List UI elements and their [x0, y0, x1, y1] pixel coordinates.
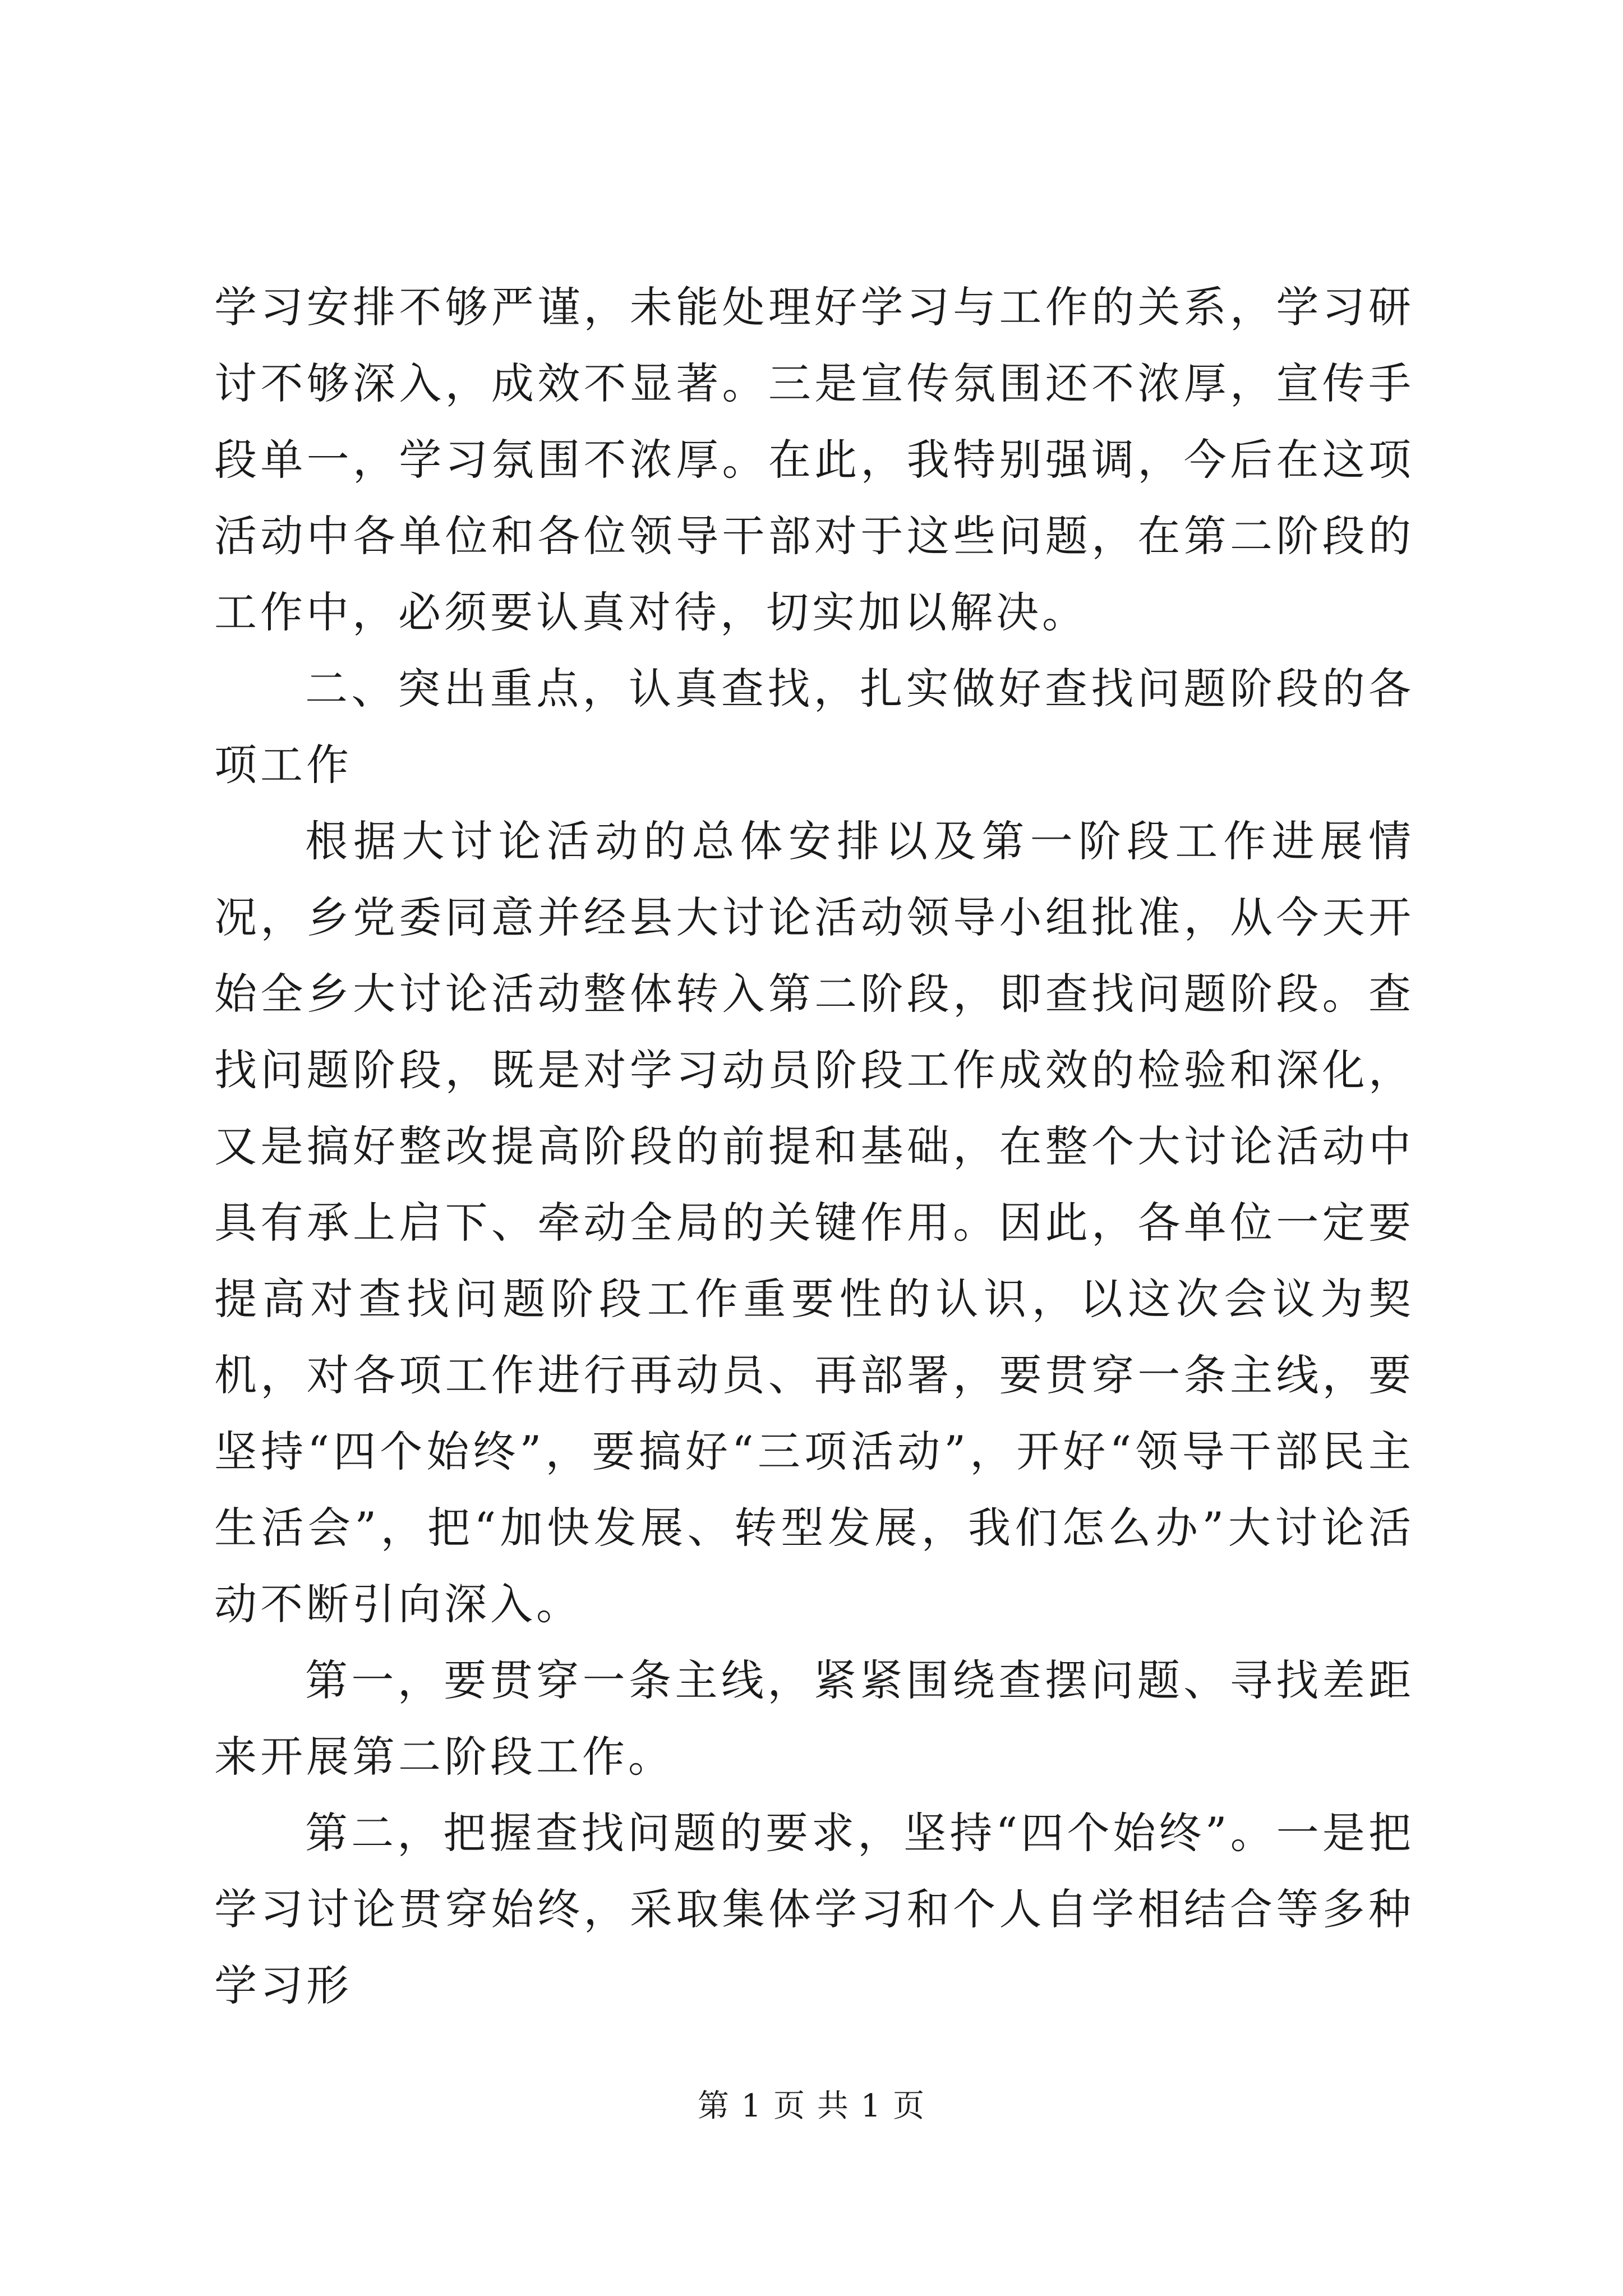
page-footer: 第 1 页 共 1 页: [697, 2088, 926, 2124]
section-heading-2: 二、突出重点，认真查找，扎实做好查找问题阶段的各项工作: [214, 664, 1414, 790]
document-body: [214, 269, 1414, 2024]
paragraph-second-point: 第二，把握查找问题的要求，坚持“四个始终”。一是把学习讨论贯穿始终，采取集体学习和个人自学相结合等多种学习形: [214, 1808, 1414, 2010]
paragraph-continued-issues: 学习安排不够严谨，未能处理好学习与工作的关系，学习研讨不够深入，成效不显著。三是宣传氛围还不浓厚，宣传手段单一，学习氛围不浓厚。在此，我特别强调，今后在这项活动中各单位和各位领导干部对于这些问题，在第二阶段的工作中，必须要认真对待，切实加以解决。: [214, 282, 1414, 637]
paragraph-first-point: 第一，要贯穿一条主线，紧紧围绕查摆问题、寻找差距来开展第二阶段工作。: [214, 1655, 1414, 1782]
paragraph-overview: 根据大讨论活动的总体安排以及第一阶段工作进展情况，乡党委同意并经县大讨论活动领导小组批准，从今天开始全乡大讨论活动整体转入第二阶段，即查找问题阶段。查找问题阶段，既是对学习动员阶段工作成效的检验和深化，又是搞好整改提高阶段的前提和基础，在整个大讨论活动中具有承上启下、牵动全局的关键作用。因此，各单位一定要提高对查找问题阶段工作重要性的认识，以这次会议为契机，对各项工作进行再动员、再部署，要贯穿一条主线，要坚持“四个始终”，要搞好“三项活动”，开好“领导干部民主生活会”，把“加快发展、转型发展，我们怎么办”大讨论活动不断引向深入。: [214, 816, 1414, 1629]
